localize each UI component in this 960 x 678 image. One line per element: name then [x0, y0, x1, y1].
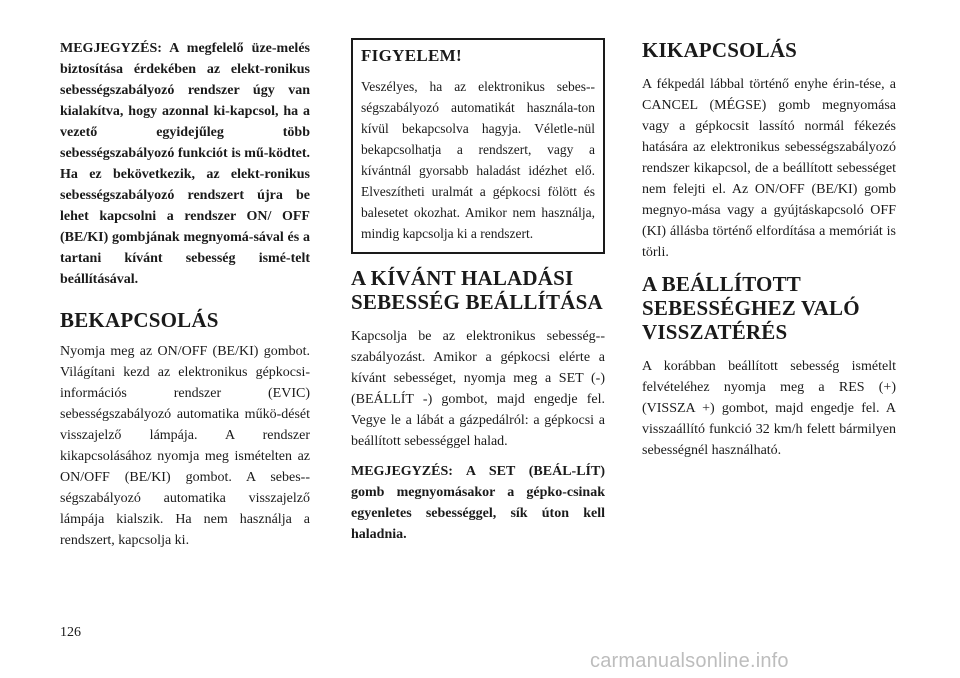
right-column — [642, 38, 896, 461]
note-paragraph: MEGJEGYZÉS: A SET (BEÁL-LÍT) gomb megnyomásakor a gépko-csinak egyenletes sebességgel, sík úton kell haladnia. — [351, 464, 605, 542]
warning-title: FIGYELEM! — [361, 46, 462, 65]
section-heading-kikapcsolas: KIKAPCSOLÁS — [642, 38, 798, 62]
body-paragraph: A korábban beállított sebesség ismételt felvételéhez nyomja meg a RES (+) (VISSZA +) gombot, majd engedje fel. A visszaállító funkció 32 km/h felett bármilyen sebességnél használható. — [642, 359, 896, 458]
heading-line: VISSZATÉRÉS — [642, 320, 788, 344]
section-heading-bekapcsolas: BEKAPCSOLÁS — [60, 308, 219, 332]
warning-text: Veszélyes, ha az elektronikus sebes-ségszabályozó automatikát használa-ton kívül bekapcsolva hagyja. Véletle-nül bekapcsolhatja a rendszert, vagy a kívántnál gyorsabb haladást idézhet elő. Elveszítheti uralmát a gépkocsi fölött és balesetet okozhat. Amikor nem használja, mindig kapcsolja ki a rendszert. — [361, 79, 595, 241]
body-paragraph: Kapcsolja be az elektronikus sebesség-szabályozást. Amikor a gépkocsi elérte a kívánt sebességet, nyomja meg a SET (-) (BEÁLLÍT -) gombot, majd engedje fel. Vegye le a lábát a gázpedálról: a gépkocsi a beállított sebességgel halad. — [351, 329, 605, 449]
middle-column — [351, 38, 605, 545]
body-paragraph: Nyomja meg az ON/OFF (BE/KI) gombot. Világítani kezd az elektronikus gépkocsi-információs rendszer (EVIC) sebességszabályozó automatika műkö-dését visszajelző lámpája. A rendszer kikapcsolásához nyomja meg ismételten az ON/OFF (BE/KI) gombot. A sebes-ségszabályozó automatika visszajelző lámpája kialszik. Ha nem használja a rendszert, kapcsolja ki. — [60, 344, 310, 548]
heading-line: A BEÁLLÍTOTT — [642, 272, 801, 296]
heading-line: A KÍVÁNT HALADÁSI — [351, 266, 574, 290]
note-paragraph: MEGJEGYZÉS: A megfelelő üze-melés biztosítása érdekében az elekt-ronikus sebességszabályozó rendszer úgy van kialakítva, hogy azonnal ki-kapcsol, ha a vezető egyidejűleg több sebességszabályozó funkciót is mű-ködtet. Ha ez bekövetkezik, az elekt-ronikus sebességszabályozó rendszert újra be lehet kapcsolni a rendszer ON/ OFF (BE/KI) gombjának megnyomá-sával és a tartani kívánt sebesség ismé-telt beállításával. — [60, 41, 310, 287]
section-heading-visszateres — [642, 272, 896, 344]
watermark: carmanualsonline.info — [590, 650, 789, 672]
section-heading-sebesseg-beallitasa — [351, 266, 605, 314]
page-number: 126 — [60, 625, 81, 640]
heading-line: SEBESSÉG BEÁLLÍTÁSA — [351, 290, 603, 314]
body-paragraph: A fékpedál lábbal történő enyhe érin-tése, a CANCEL (MÉGSE) gomb megnyomása vagy a gépkocsit lassító normál fékezés hatására az elektronikus sebességszabályozó rendszer kikapcsol, de a beállított sebességet nem felejti el. Az ON/OFF (BE/KI) gomb megnyo-mása vagy a gyújtáskapcsoló OFF (KI) állásba történő elfordítása a memóriát is törli. — [642, 77, 896, 260]
heading-line: SEBESSÉGHEZ VALÓ — [642, 296, 860, 320]
left-column — [60, 38, 310, 551]
warning-box — [351, 38, 605, 254]
